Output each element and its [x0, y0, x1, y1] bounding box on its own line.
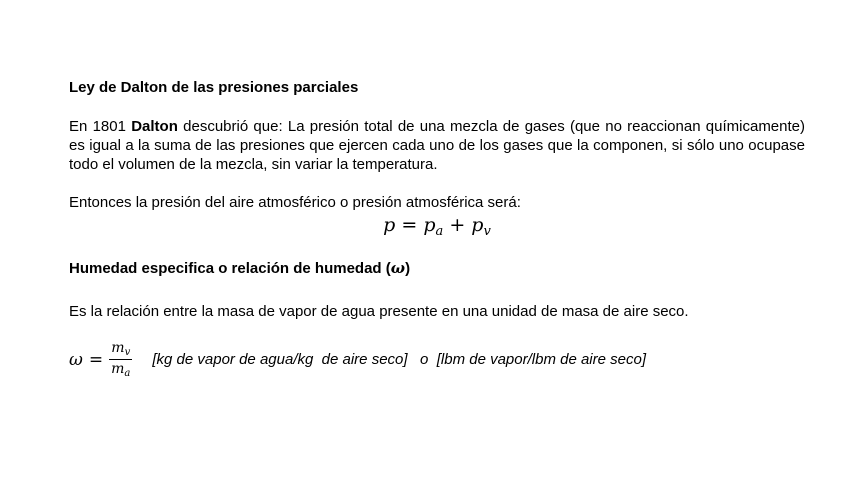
pressure-intro-line: Entonces la presión del aire atmosférico o presión atmosférica será:: [69, 194, 521, 211]
dalton-equation: [69, 214, 805, 239]
humidity-definition: Es la relación entre la masa de vapor de agua presente en una unidad de masa de aire seco.: [69, 303, 689, 320]
eq-term1: p: [423, 214, 436, 236]
fraction-numerator: [109, 340, 132, 360]
section-title-dalton: Ley de Dalton de las presiones parciales: [69, 79, 359, 96]
formula-omega: ω: [69, 349, 83, 370]
num-sub: v: [124, 347, 131, 358]
dalton-name: Dalton: [131, 118, 178, 135]
dalton-paragraph: [69, 117, 805, 174]
num-m: m: [111, 340, 125, 356]
eq-plus: +: [449, 214, 466, 236]
mass-ratio-fraction: [109, 340, 132, 379]
fraction-denominator: [109, 360, 132, 379]
humidity-formula: [69, 340, 646, 379]
eq-term2: p: [471, 214, 484, 236]
eq-equals: =: [401, 214, 418, 236]
den-m: m: [111, 361, 125, 377]
humidity-title-text: Humedad especifica o relación de humedad (: [69, 260, 391, 277]
eq-term1-sub: a: [435, 224, 444, 239]
eq-lhs: p: [383, 214, 396, 236]
formula-equals: =: [88, 349, 104, 370]
den-sub: a: [124, 368, 131, 379]
formula-units: [kg de vapor de agua/kg de aire seco] o [lbm de vapor/lbm de aire seco]: [152, 351, 646, 368]
humidity-title-symbol: ω: [390, 259, 406, 277]
eq-term2-sub: v: [483, 224, 491, 239]
para-body: descubrió que: La presión total de una mezcla de gases (que no reaccionan químicamente) es igual a la suma de las presiones que ejercen cada uno de los gases que la componen, si sólo uno ocupase todo el volumen de la mezcla, sin variar la temperatura.: [69, 118, 805, 173]
section-title-humidity: [69, 259, 410, 277]
humidity-title-close: ): [405, 260, 411, 277]
para-intro: En 1801: [69, 118, 132, 135]
